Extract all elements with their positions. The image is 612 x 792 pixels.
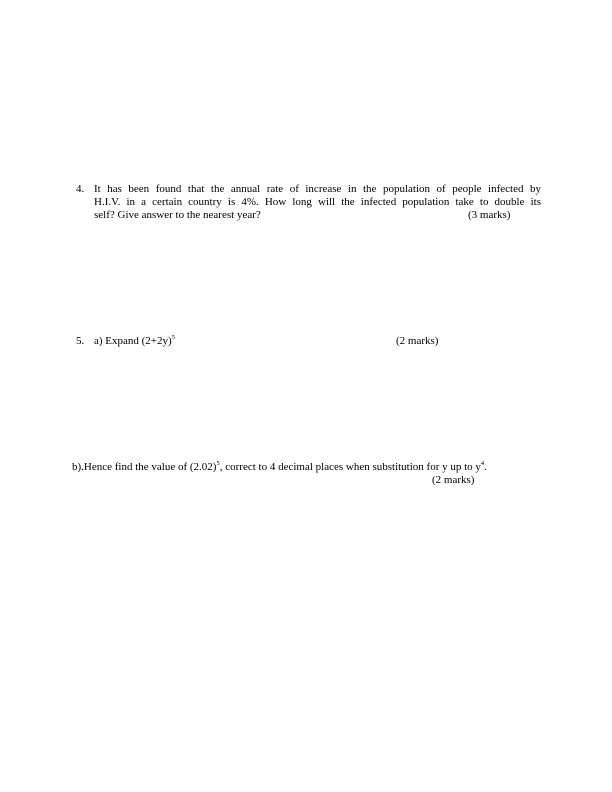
question-5b-part-3: . [484,461,487,473]
question-4-number: 4. [76,183,85,195]
question-5b-text [72,461,487,475]
question-4-line-2: H.I.V. in a certain country is 4%. How long will the infected population take to double its [94,196,541,208]
question-5b-part-2: , correct to 4 decimal places when substitution for y up to y [219,461,481,473]
question-4-line-3: self? Give answer to the nearest year? [94,209,261,221]
question-5b-marks: (2 marks) [432,474,475,486]
question-5a-marks: (2 marks) [396,335,439,347]
question-5b-part-1: b).Hence find the value of (2.02) [72,461,217,473]
question-5a-exponent: 5 [171,334,175,341]
question-5a-text [94,335,175,349]
question-5b-exponent-1: 5 [216,460,220,467]
question-4-marks: (3 marks) [468,209,511,221]
question-5-number: 5. [76,335,85,347]
question-5a-expression: a) Expand (2+2y) [94,335,172,347]
question-4-line-1: It has been found that the annual rate of increase in the population of people infected by [94,183,541,195]
question-5b-exponent-2: 4 [480,460,485,467]
